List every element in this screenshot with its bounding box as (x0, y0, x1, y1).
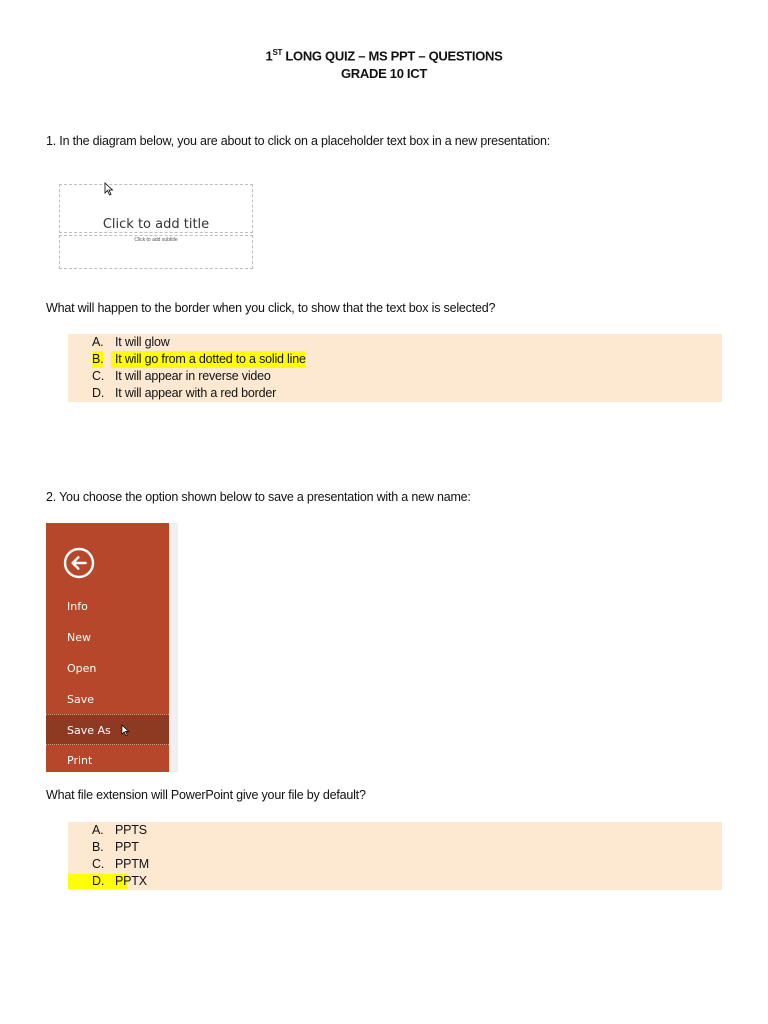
backstage-menu (46, 523, 169, 772)
option-text: PPTS (115, 823, 147, 837)
pointer-cursor-icon (121, 724, 130, 737)
menu-item-save-as-label: Save As (67, 724, 111, 737)
q2-stem: What file extension will PowerPoint give your file by default? (46, 788, 366, 802)
option-letter: B. (92, 352, 104, 366)
title-text: LONG QUIZ – MS PPT – QUESTIONS (282, 48, 503, 64)
back-arrow-icon[interactable] (63, 547, 95, 579)
q2-intro: 2. You choose the option shown below to save a presentation with a new name: (46, 490, 471, 504)
quiz-title (0, 44, 768, 65)
option-letter: D. (92, 386, 105, 400)
menu-item-print[interactable]: Print (67, 754, 93, 767)
title-placeholder[interactable] (59, 184, 253, 233)
q1-option-c[interactable] (68, 368, 722, 385)
title-number: 1 (265, 48, 273, 64)
q2-options (68, 822, 722, 890)
move-cursor-icon (104, 182, 114, 196)
q2-option-a[interactable] (68, 822, 722, 839)
q1-option-a[interactable] (68, 334, 722, 351)
q1-intro: 1. In the diagram below, you are about to click on a placeholder text box in a new presentation: (46, 134, 551, 148)
option-letter: B. (92, 840, 104, 854)
backstage-shadow (169, 523, 178, 772)
option-letter: C. (92, 857, 105, 871)
option-letter: C. (92, 369, 105, 383)
option-text: It will appear in reverse video (115, 369, 271, 383)
quiz-title-block (0, 44, 768, 83)
menu-item-new[interactable]: New (67, 631, 91, 644)
q2-option-c[interactable] (68, 856, 722, 873)
option-text-highlighted: PPTX (115, 874, 147, 888)
q1-option-d[interactable] (68, 385, 722, 402)
quiz-subtitle: GRADE 10 ICT (341, 66, 427, 82)
option-letter: A. (92, 823, 104, 837)
q1-options (68, 334, 722, 402)
q2-option-d[interactable] (68, 873, 722, 890)
q2-option-b[interactable] (68, 839, 722, 856)
menu-item-info[interactable]: Info (67, 600, 88, 613)
subtitle-placeholder[interactable] (59, 235, 253, 269)
title-placeholder-text: Click to add title (102, 217, 210, 232)
option-text: It will appear with a red border (115, 386, 277, 400)
option-text: PPTM (115, 857, 149, 871)
menu-item-save[interactable]: Save (67, 693, 95, 706)
menu-item-open[interactable]: Open (67, 662, 97, 675)
option-text-highlighted: It will go from a dotted to a solid line (111, 351, 306, 368)
option-letter: A. (92, 335, 104, 349)
option-text: PPT (115, 840, 139, 854)
slide-thumbnail (57, 182, 255, 270)
title-ordinal: ST (272, 48, 283, 57)
q1-stem: What will happen to the border when you click, to show that the text box is selected? (46, 301, 496, 315)
subtitle-placeholder-text: Click to add subtitle (134, 237, 178, 243)
menu-item-save-as[interactable] (46, 714, 169, 745)
option-text: It will glow (115, 335, 170, 349)
q1-option-b[interactable] (68, 351, 722, 368)
option-letter: D. (92, 874, 105, 888)
